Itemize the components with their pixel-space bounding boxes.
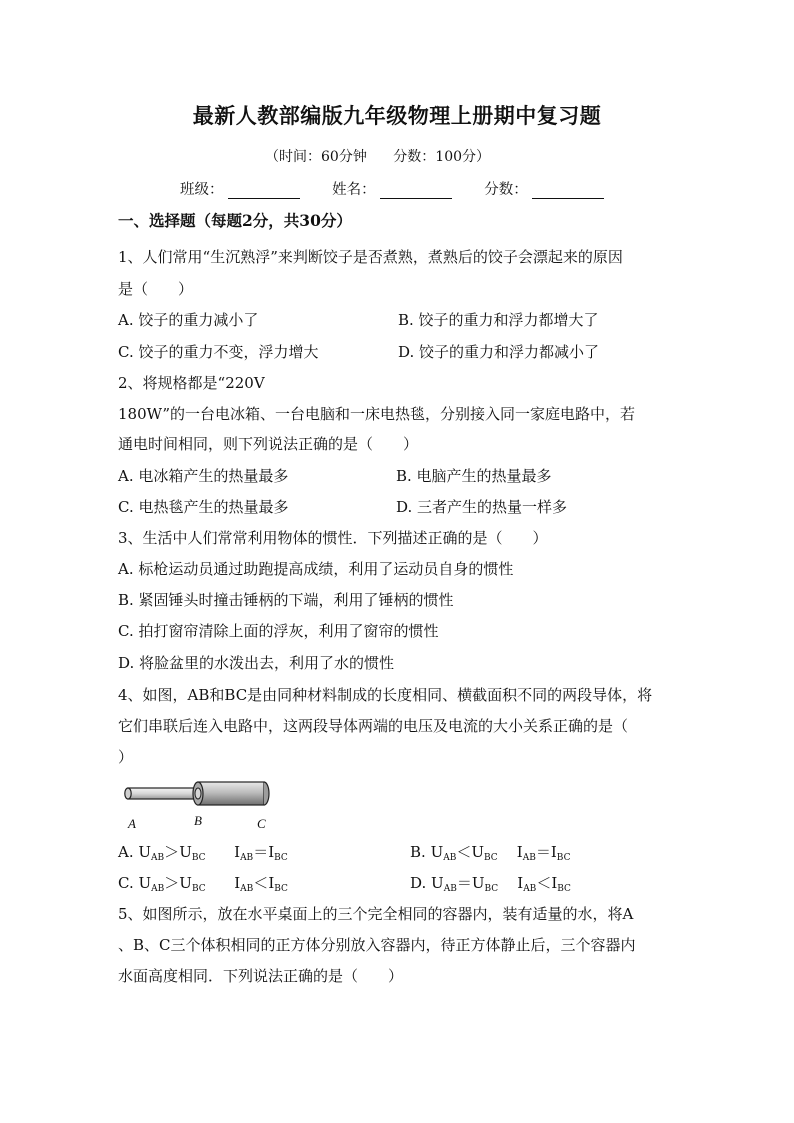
label-a: A [128,816,136,831]
q4-option-a: A. $U_{AB}>U_{BC}$ $I_{AB}=I_{BC}$ [118,843,288,863]
exam-meta [265,146,512,166]
thick-conductor-bc [198,782,264,805]
q4-option-c: C. $U_{AB}>U_{BC}$ $I_{AB}<I_{BC}$ [118,874,288,894]
q4-stem-line1: 4、如图，AB和BC是由同种材料制成的长度相同、横截面积不同的两段导体，将 [118,686,653,704]
q5-stem-line1: 5、如图所示，放在水平桌面上的三个完全相同的容器内，装有适量的水，将A [118,905,634,923]
q2-stem-line1: 2、将规格都是“220V [118,374,265,392]
class-label: 班级： [180,182,224,198]
thin-end-at-b [195,788,201,799]
q4-option-d: D. $U_{AB}=U_{BC}$ $I_{AB}<I_{BC}$ [410,874,571,894]
q2-option-c: C. 电热毯产生的热量最多 [118,498,289,516]
label-b: B [194,813,202,828]
student-info [180,178,632,199]
q2-option-b: B. 电脑产生的热量最多 [396,467,552,485]
q1-stem-line2: 是（ ） [118,280,194,298]
score-blank[interactable] [532,184,604,199]
section-heading: 一、选择题（每题2分，共30分） [118,211,352,230]
q2-stem-line2: 180W”的一台电冰箱、一台电脑和一床电热毯，分别接入同一家庭电路中，若 [118,405,635,423]
name-label: 姓名： [332,182,376,198]
q5-stem-line2: 、B、C三个体积相同的正方体分别放入容器内，待正方体静止后，三个容器内 [118,936,636,954]
q5-stem-line3: 水面高度相同．下列说法正确的是（ ） [118,967,404,985]
q3-option-c: C. 拍打窗帘清除上面的浮灰，利用了窗帘的惯性 [118,622,439,640]
q1-option-c: C. 饺子的重力不变，浮力增大 [118,343,319,361]
class-blank[interactable] [228,184,300,199]
document-title: 最新人教部编版九年级物理上册期中复习题 [192,103,602,128]
q3-option-b: B. 紧固锤头时撞击锤柄的下端，利用了锤柄的惯性 [118,591,454,609]
q3-option-d: D. 将脸盆里的水泼出去，利用了水的惯性 [118,654,395,672]
q4-option-b: B. $U_{AB}<U_{BC}$ $I_{AB}=I_{BC}$ [410,843,571,863]
end-a [125,788,131,799]
label-c: C [257,816,266,831]
q2-stem-line3: 通电时间相同，则下列说法正确的是（ ） [118,435,419,453]
q3-option-a: A. 标枪运动员通过助跑提高成绩，利用了运动员自身的惯性 [118,560,514,578]
conductor-figure [118,776,278,836]
q4-stem-line2: 它们串联后连入电路中，这两段导体两端的电压及电流的大小关系正确的是（ [118,717,629,735]
total-score: 分数：100分） [393,149,491,165]
score-label: 分数： [484,182,528,198]
conductor-drawing [118,776,278,816]
q2-option-d: D. 三者产生的热量一样多 [396,498,568,516]
q2-option-a: A. 电冰箱产生的热量最多 [118,467,289,485]
q3-stem: 3、生活中人们常常利用物体的惯性．下列描述正确的是（ ） [118,529,548,547]
q1-stem-line1: 1、人们常用“生沉熟浮”来判断饺子是否煮熟，煮熟后的饺子会漂起来的原因 [118,248,623,266]
q1-option-a: A. 饺子的重力减小了 [118,311,259,329]
q1-option-b: B. 饺子的重力和浮力都增大了 [398,311,599,329]
name-blank[interactable] [380,184,452,199]
end-c [264,782,269,805]
q1-option-d: D. 饺子的重力和浮力都减小了 [398,343,600,361]
q4-stem-line3: ） [118,748,134,766]
time-limit: （时间：60分钟 [265,149,367,165]
